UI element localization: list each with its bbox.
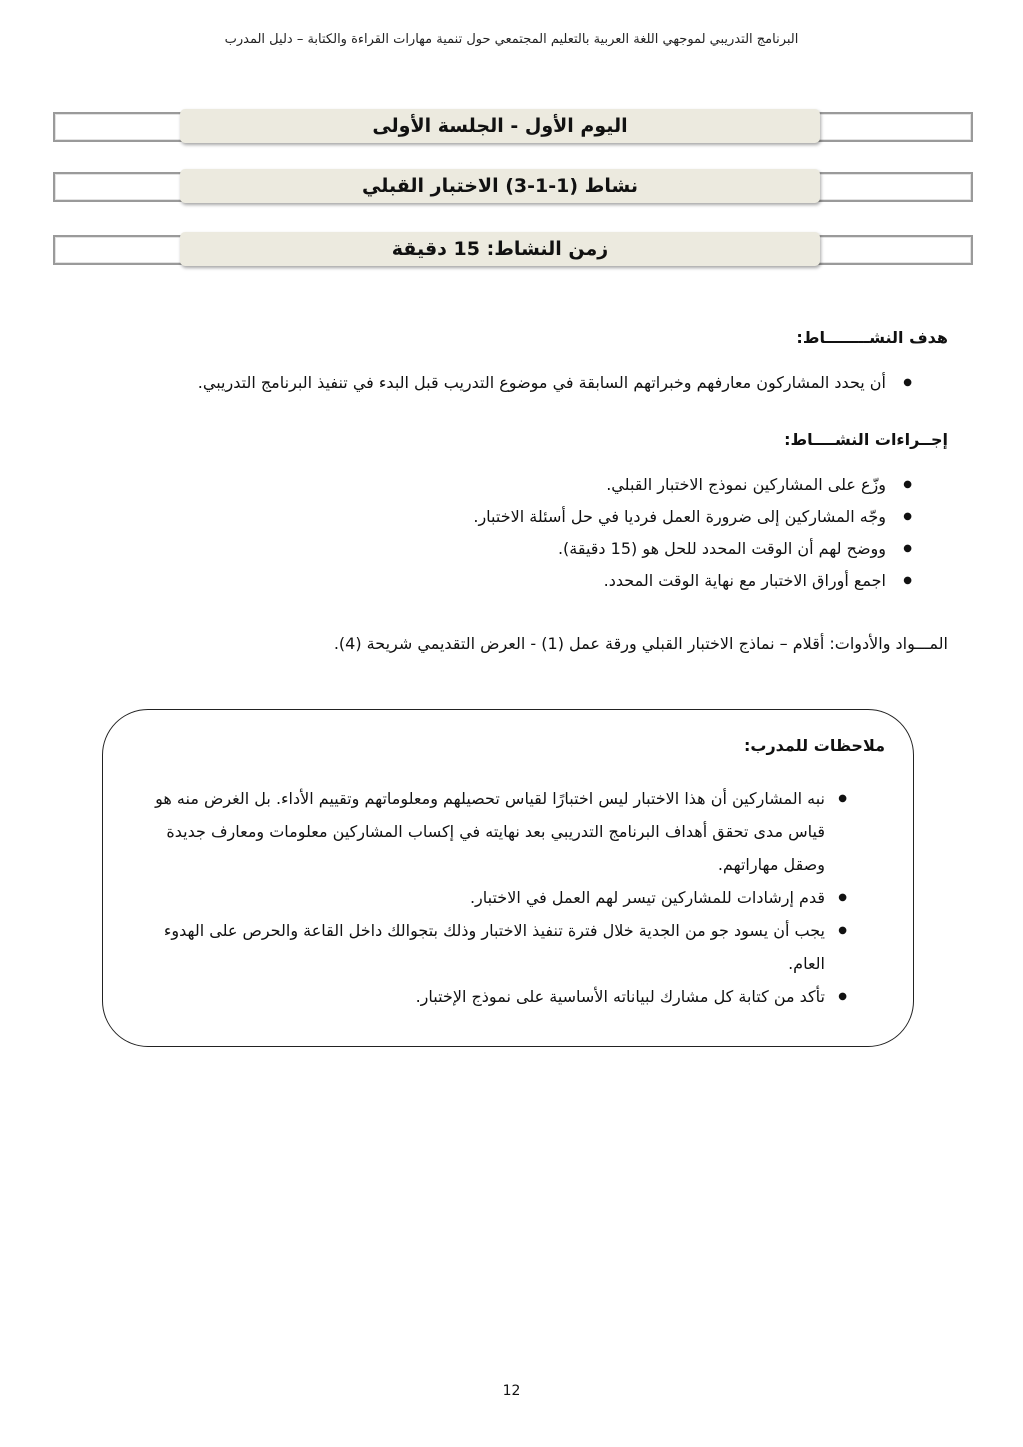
materials-line: المـــواد والأدوات: أقلام – نماذج الاختبار القبلي ورقة عمل (1) - العرض التقديمي شريحة (4). — [333, 634, 948, 653]
list-item: ● نبه المشاركين أن هذا الاختبار ليس اختبارًا لقياس تحصيلهم ومعلوماتهم وتقييم الأداء. بل الغرض منه هو قياس مدى تحقق أهداف البرنامج التدريبي بعد نهايته في إكساب المشاركين معلومات ومعارف جديدة وصقل مهاراتهم. — [125, 782, 885, 881]
activity-title: نشاط (1-1-3) الاختبار القبلي — [180, 169, 820, 203]
procedures-list — [78, 469, 948, 597]
list-item: ● يجب أن يسود جو من الجدية خلال فترة تنفيذ الاختبار وذلك بتجوالك داخل القاعة والحرص على الهدوء العام. — [125, 914, 885, 980]
objective-section — [78, 328, 948, 399]
list-item: ● وجّه المشاركين إلى ضرورة العمل فرديا في حل أسئلة الاختبار. — [78, 501, 948, 533]
trainer-notes-box — [102, 709, 914, 1047]
list-item: ● أن يحدد المشاركون معارفهم وخبراتهم السابقة في موضوع التدريب قبل البدء في تنفيذ البرنامج التدريبي. — [78, 367, 948, 399]
trainer-notes-heading: ملاحظات للمدرب: — [743, 736, 885, 755]
day-session-banner — [53, 112, 973, 142]
list-item: ● قدم إرشادات للمشاركين تيسر لهم العمل في الاختبار. — [125, 881, 885, 914]
activity-banner — [53, 172, 973, 202]
list-item: ● تأكد من كتابة كل مشارك لبياناته الأساسية على نموذج الإختبار. — [125, 980, 885, 1013]
running-header: البرنامج التدريبي لموجهي اللغة العربية بالتعليم المجتمعي حول تنمية مهارات القراءة والكتابة – دليل المدرب — [224, 32, 799, 47]
activity-duration-banner — [53, 235, 973, 265]
day-session-title: اليوم الأول - الجلسة الأولى — [180, 109, 820, 143]
objective-list — [78, 367, 948, 399]
page-number: 12 — [502, 1383, 521, 1399]
list-item: ● وزّع على المشاركين نموذج الاختبار القبلي. — [78, 469, 948, 501]
activity-duration-title: زمن النشاط: 15 دقيقة — [180, 232, 820, 266]
procedures-heading: إجــراءات النشــــاط: — [784, 430, 948, 449]
procedures-section — [78, 430, 948, 597]
list-item: ● ووضح لهم أن الوقت المحدد للحل هو (15 دقيقة). — [78, 533, 948, 565]
objective-heading: هدف النشــــــــاط: — [796, 328, 948, 347]
trainer-notes-list — [125, 782, 885, 1013]
list-item: ● اجمع أوراق الاختبار مع نهاية الوقت المحدد. — [78, 565, 948, 597]
